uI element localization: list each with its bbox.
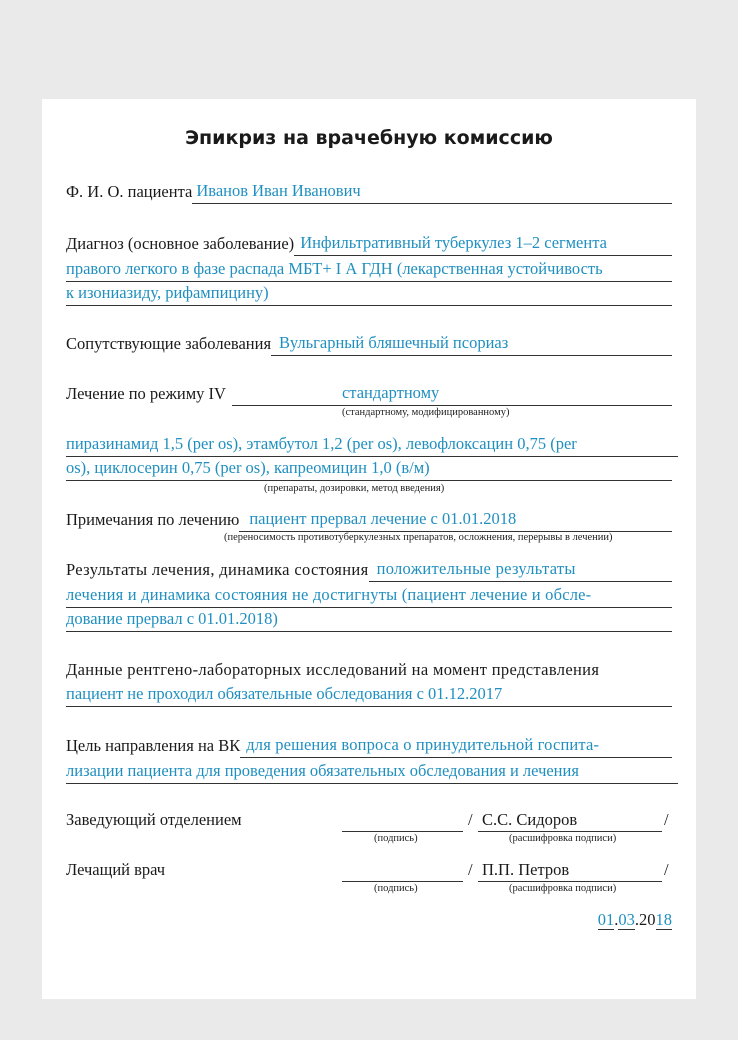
results-row [66,557,672,582]
drugs-field-line2[interactable]: os), циклосерин 0,75 (per os), капреомицин 1,0 (в/м) [66,456,430,481]
patient-row [66,179,672,204]
notes-label: Примечания по лечению [66,510,240,529]
document-date: 01.03.2018 [597,910,672,929]
comorbid-row [66,331,672,356]
results-label: Результаты лечения, динамика состояния [66,560,369,579]
head-sign-hint: (подпись) [374,833,418,844]
head-signature-field[interactable] [342,809,463,832]
results-field-line1[interactable]: положительные результаты [369,557,672,582]
diagnosis-row [66,231,672,256]
treatment-label: Лечение по режиму IV [66,384,226,403]
diagnosis-field-line3[interactable]: к изониазиду, рифампицину) [66,281,269,306]
purpose-field-line1[interactable]: для решения вопроса о принудительной госпита- [240,733,672,758]
document-sheet [42,99,696,999]
diagnosis-label: Диагноз (основное заболевание) [66,234,295,253]
date-year[interactable]: 18 [655,910,672,929]
drugs-field-line1[interactable]: пиразинамид 1,5 (per os), этамбутол 1,2 (per os), левофлоксацин 0,75 (per [66,431,678,457]
diagnosis-field-line2[interactable]: правого легкого в фазе распада МБТ+ I А ГДН (лекарственная устойчивость [66,256,672,282]
notes-underline [516,507,672,532]
doctor-slash-left: / [468,860,473,879]
doctor-name[interactable]: П.П. Петров [482,860,570,879]
head-slash-right: / [664,810,669,829]
comorbid-underline [508,331,672,356]
treatment-hint: (стандартному, модифицированному) [342,407,510,418]
treatment-field[interactable]: стандартному [342,381,439,406]
purpose-row [66,733,672,758]
patient-label: Ф. И. О. пациента [66,182,193,201]
xray-field[interactable]: пациент не проходил обязательные обследования с 01.12.2017 [66,682,502,707]
treatment-underline-left [232,381,342,406]
page-title: Эпикриз на врачебную комиссию [185,127,553,149]
treatment-underline-right [439,381,672,406]
head-label: Заведующий отделением [66,810,242,829]
drugs-underline [430,456,672,481]
results-field-line2[interactable]: лечения и динамика состояния не достигнуты (пациент лечение и обсле- [66,582,672,608]
results-field-line3[interactable]: дование прервал с 01.01.2018) [66,607,278,632]
date-month[interactable]: 03 [618,910,635,929]
xray-underline [502,682,672,707]
patient-name-field[interactable]: Иванов Иван Иванович [192,179,360,204]
drugs-row2 [66,456,672,481]
comorbid-label: Сопутствующие заболевания [66,334,272,353]
xray-row2 [66,682,672,707]
patient-underline [361,179,672,204]
notes-row [66,507,672,532]
doctor-decode-hint: (расшифровка подписи) [509,883,617,894]
xray-label: Данные рентгено-лабораторных исследований на момент представления [66,660,600,679]
notes-field[interactable]: пациент прервал лечение с 01.01.2018 [239,507,516,532]
treatment-row [66,381,672,406]
diagnosis-row3 [66,281,672,306]
date-day[interactable]: 01 [597,910,615,929]
notes-hint: (переносимость противотуберкулезных препаратов, осложнения, перерывы в лечении) [224,532,613,543]
doctor-sign-hint: (подпись) [374,883,418,894]
date-century: 20 [639,910,656,929]
diagnosis-field-line1[interactable]: Инфильтративный туберкулез 1–2 сегмента [294,231,672,256]
drugs-hint: (препараты, дозировки, метод введения) [264,483,445,494]
purpose-label: Цель направления на ВК [66,736,241,755]
head-slash-left: / [468,810,473,829]
doctor-slash-right: / [664,860,669,879]
doctor-signature-field[interactable] [342,859,463,882]
diagnosis-underline [269,281,672,306]
results-underline [278,607,672,632]
purpose-field-line2[interactable]: лизации пациента для проведения обязательных обследования и лечения [66,758,678,784]
head-decode-hint: (расшифровка подписи) [509,833,617,844]
comorbid-field[interactable]: Вульгарный бляшечный псориаз [271,331,508,356]
doctor-label: Лечащий врач [66,860,166,879]
results-row3 [66,607,672,632]
head-name[interactable]: С.С. Сидоров [482,810,578,829]
